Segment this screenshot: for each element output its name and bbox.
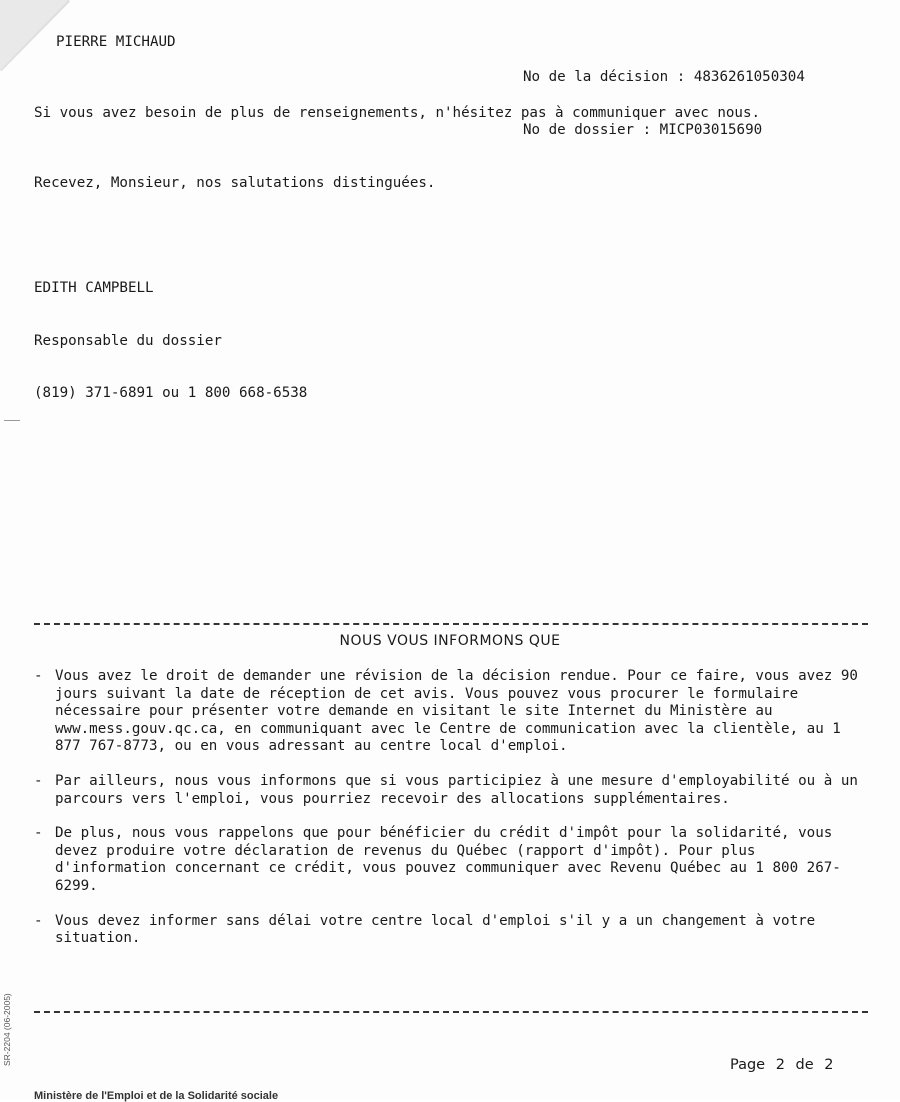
file-number: No de dossier : MICP03015690 [523,121,763,138]
dashed-divider-bottom [34,1011,868,1013]
notice-list [34,668,869,965]
ministry-name: Ministère de l'Emploi et de la Solidarité sociale [34,1090,279,1102]
notice-item [34,668,869,756]
notice-item-text: Vous devez informer sans délai votre centre local d'emploi s'il y a un changement à votre situation. [55,912,816,947]
form-code: SR-2204 (06-2005) [2,993,12,1066]
margin-mark [4,420,20,421]
info-paragraph: Si vous avez besoin de plus de renseignements, n'hésitez pas à communiquer avec nous. [34,105,761,121]
notice-heading: NOUS VOUS INFORMONS QUE [339,633,561,649]
notice-item-text: Vous avez le droit de demander une révision de la décision rendue. Pour ce faire, vous avez 90 jours suivant la date de réception de cet avis. Vous pouvez vous procurer le formulaire nécessaire pour présenter votre demande en visitant le site Internet du Ministère au www.mess.gouv.qc.ca, en communiquant avec le Centre de communication avec la clientèle, au 1 877 767-8773, ou en vous adressant au centre local d'emploi. [55,668,858,755]
signatory-phone: (819) 371-6891 ou 1 800 668-6538 [34,385,308,401]
closing-paragraph: Recevez, Monsieur, nos salutations distinguées. [34,175,436,191]
decision-number: No de la décision : 4836261050304 [523,69,805,85]
signature-block [34,245,307,438]
notice-item-text: De plus, nous vous rappelons que pour bénéficier du crédit d'impôt pour la solidarité, vous devez produire votre déclaration de revenus du Québec (rapport d'impôt). Pour plus d'information concernant ce crédit, vous pouvez communiquer avec Revenu Québec au 1 800 267-6299. [55,825,841,894]
reference-block [523,34,805,174]
dashed-divider-top [34,623,868,625]
bullet-dash: - [34,912,43,929]
bullet-dash: - [34,668,43,684]
notice-item-text: Par ailleurs, nous vous informons que si vous participiez à une mesure d'employabilité ou à un parcours vers l'emploi, vous pourriez recevoir des allocations supplémentaires. [55,772,858,807]
bullet-dash: - [34,825,43,842]
signatory-name: EDITH CAMPBELL [34,280,154,296]
notice-item [34,773,869,808]
bullet-dash: - [34,772,43,789]
signatory-title: Responsable du dossier [34,332,222,349]
notice-item [34,825,869,895]
recipient-name: PIERRE MICHAUD [56,34,176,50]
page-number: Page 2 de 2 [730,1057,834,1073]
notice-item [34,913,869,948]
